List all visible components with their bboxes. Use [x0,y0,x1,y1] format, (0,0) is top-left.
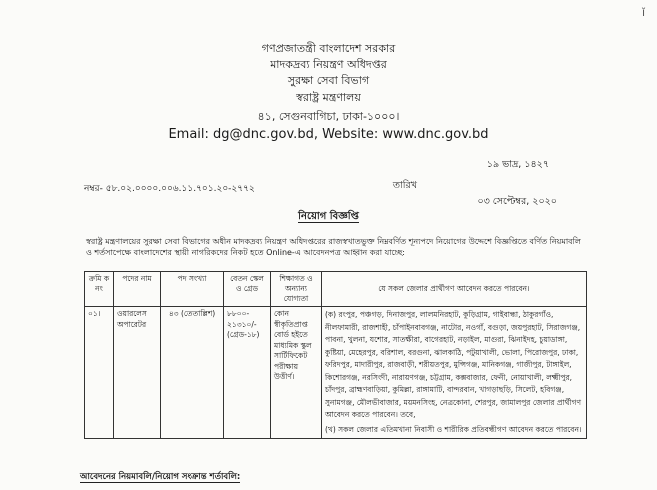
cell-post: ওয়ারলেস অপারেটর [114,307,161,439]
date-bangla: ১৯ ভাদ্র, ১৪২৭ [486,159,549,170]
notice-title [0,209,657,226]
cell-serial: ০১। [85,307,114,439]
header-serial: ক্রমি ক নং [85,272,114,307]
header-contact: Email: dg@dnc.gov.bd, Website: www.dnc.gov.bd [168,127,489,142]
conditions-heading-text: আবেদনের নিয়মাবলি/নিয়োগ সংক্রান্ত শর্তাবলি: [80,472,241,482]
cell-districts [322,307,587,439]
conditions-heading [80,470,240,484]
notice-title-text: নিয়োগ বিজ্ঞপ্তি [298,211,359,222]
districts-group-a: (ক) রংপুর, পঞ্চগড়, দিনাজপুর, লালমনিরহাট, কুড়িগ্রাম, গাইবান্ধা, ঠাকুরগাঁও, নীলফামারী, রাজশাহী, চাঁপাইনবাবগঞ্জ, নাটোর, নওগাঁ, বগুড়া, জয়পুরহাট, সিরাজগঞ্জ, পাবনা, খুলনা, যশোর, সাতক্ষীরা, বাগেরহাট, নড়াইল, মাগুরা, ঝিনাইদহ, চুয়াডাঙ্গা, কুষ্টিয়া, মেহেরপুর, বরিশাল, বরগুনা, ঝালকাঠি, পটুয়াখালী, ভোলা, পিরোজপুর, ঢাকা, ফরিদপুর, মাদারীপুর, রাজবাড়ী, শরীয়তপুর, মুন্সিগঞ্জ, মানিকগঞ্জ, গাজীপুর, টাঙ্গাইল, কিশোরগঞ্জ, নরসিংদী, নারায়ণগঞ্জ, চট্টগ্রাম, কক্সবাজার, ফেনী, নোয়াখালী, লক্ষ্মীপুর, চাঁদপুর, ব্রাহ্মণবাড়িয়া, কুমিল্লা, রাঙ্গামাটি, বান্দরবান, খাগড়াছড়ি, সিলেট, হবিগঞ্জ, সুনামগঞ্জ, মৌলভীবাজার, ময়মনসিংহ, নেত্রকোনা, শেরপুর, জামালপুর জেলার প্রার্থীগণ আবেদন করতে পারবেন। তবে, [325,310,582,419]
table-row [85,307,587,439]
header-govt: গণপ্রজাতন্ত্রী বাংলাদেশ সরকার [261,42,396,55]
reference-number: নম্বর- ৫৮.০২.০০০০.০০৬.১১.৭০১.২০-২৭৭২ [84,184,255,194]
header-count: পদ সংখ্যা [161,272,224,307]
cell-count: ৪৩ (তেতাল্লিশ) [161,307,224,439]
header-department: মাদকদ্রব্য নিয়ন্ত্রণ অধিদপ্তর [270,58,387,71]
header-ministry: স্বরাষ্ট্র মন্ত্রণালয় [296,91,361,104]
header-districts: যে সকল জেলার প্রার্থীগণ আবেদন করতে পারবেন। [322,272,587,307]
date-english: ০৩ সেপ্টেম্বর, ২০২০ [477,196,557,207]
corner-mark: ǐ [641,6,645,19]
date-label: তারিখ [392,180,417,191]
table-header-row [85,272,587,307]
header-education: শিক্ষাগত ও অন্যান্য যোগ্যতা [271,272,322,307]
cell-salary: ৮৮০০- ২১৩১০/- (গ্রেড-১৮) [224,307,271,439]
districts-group-b: (খ) সকল জেলার এতিমখানা নিবাসী ও শারীরিক প্রতিবন্ধীগণ আবেদন করতে পারবেন। [325,424,582,434]
vacancy-table [84,271,587,439]
intro-paragraph: স্বরাষ্ট্র মন্ত্রণালয়ের সুরক্ষা সেবা বিভাগের অধীন মাদকদ্রব্য নিয়ন্ত্রণ অধিদপ্তরের রাজস্বখাতভুক্ত নিম্নবর্ণিত শূন্যপদে নিয়োগের উদ্দেশে বিজ্ঞপ্তিতে বর্ণিত নিয়মাবলি ও শর্তসাপেক্ষে বাংলাদেশের স্থায়ী নাগরিকদের নিকট হতে Online-এ আবেদনপত্র আহ্বান করা যাচ্ছে: [86,237,581,257]
header-address: ৪১, সেগুনবাগিচা, ঢাকা-১০০০। [257,110,400,123]
cell-education: কোন স্বীকৃতিপ্রাপ্ত বোর্ড হইতে মাধ্যমিক স্কুল সার্টিফিকেট পরীক্ষায় উত্তীর্ণ। [271,307,322,439]
header-salary: বেতন স্কেল ও গ্রেড [224,272,271,307]
header-post: পদের নাম [114,272,161,307]
header-division: সুরক্ষা সেবা বিভাগ [287,74,370,87]
